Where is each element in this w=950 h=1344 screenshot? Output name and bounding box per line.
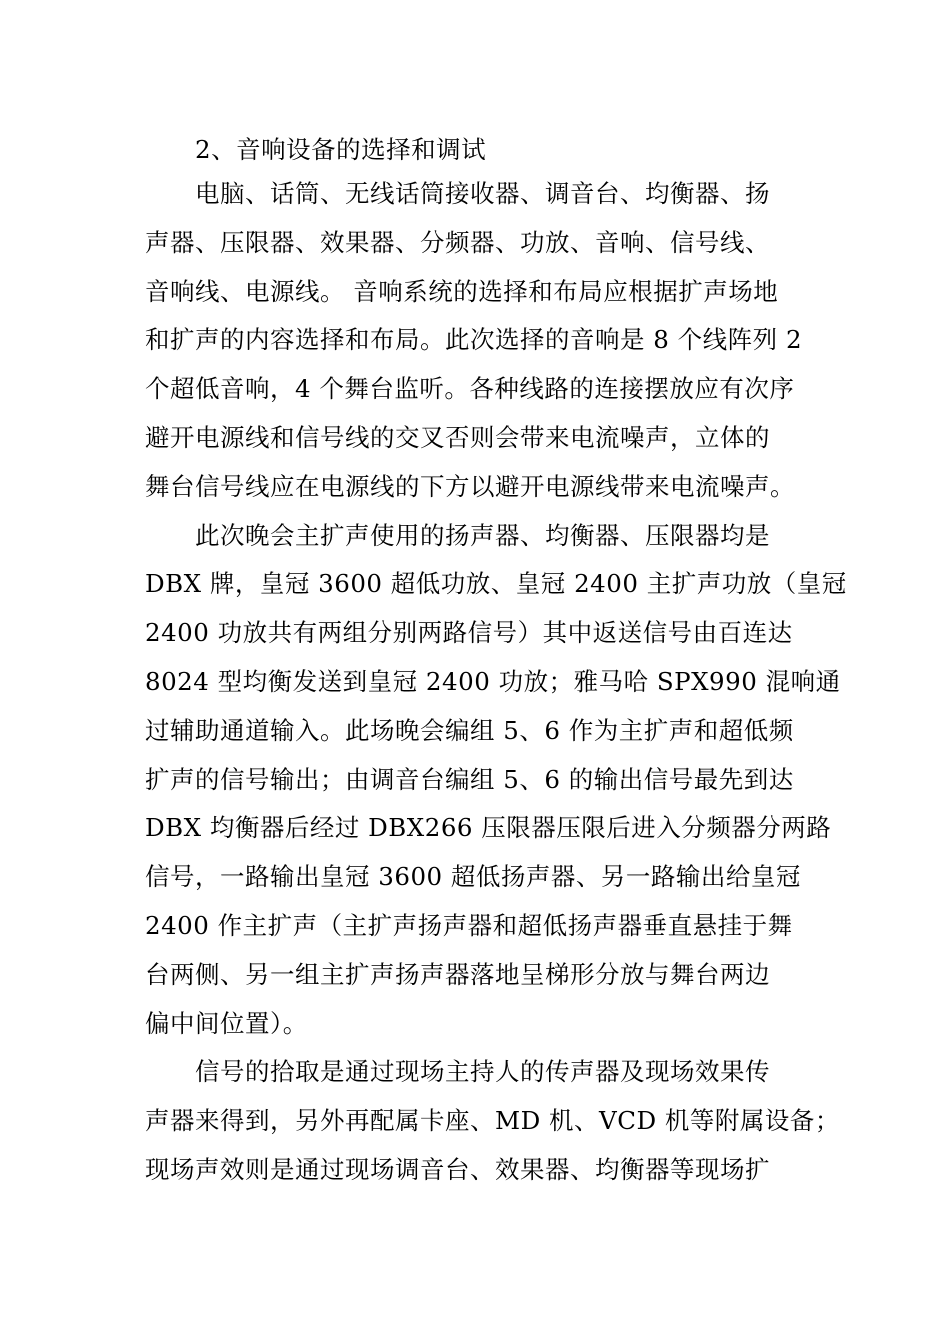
paragraph-equipment-list [145,170,808,512]
paragraph-line: DBX 牌，皇冠 3600 超低功放、皇冠 2400 主扩声功放（皇冠 [145,569,847,599]
paragraph-line: 现场声效则是通过现场调音台、效果器、均衡器等现场扩 [145,1154,770,1184]
paragraph-line: 扩声的信号输出；由调音台编组 5、6 的输出信号最先到达 [145,764,794,794]
paragraph-line: 信号的拾取是通过现场主持人的传声器及现场效果传 [195,1057,770,1087]
paragraph-line: 舞台信号线应在电源线的下方以避开电源线带来电流噪声。 [145,471,795,501]
paragraph-line: 2400 作主扩声（主扩声扬声器和超低扬声器垂直悬挂于舞 [145,910,793,940]
paragraph-line: 和扩声的内容选择和布局。此次选择的音响是 8 个线阵列 2 [145,325,803,355]
paragraph-main-sound [145,512,847,1049]
paragraph-line: DBX 均衡器后经过 DBX266 压限器压限后进入分频器分两路 [145,813,832,843]
paragraph-line: 偏中间位置）。 [145,1008,308,1038]
paragraph-line: 2400 功放共有两组分别两路信号）其中返送信号由百连达 [145,618,793,648]
paragraph-signal-pickup [145,1048,840,1194]
paragraph-line: 声器来得到，另外再配属卡座、MD 机、VCD 机等附属设备； [145,1106,840,1136]
section-heading: 2、音响设备的选择和调试 [195,135,487,164]
paragraph-line: 过辅助通道输入。此场晚会编组 5、6 作为主扩声和超低频 [145,715,794,745]
paragraph-line: 信号，一路输出皇冠 3600 超低扬声器、另一路输出给皇冠 [145,862,801,892]
paragraph-line: 音响线、电源线。 音响系统的选择和布局应根据扩声场地 [145,276,779,306]
paragraph-line: 电脑、话筒、无线话筒接收器、调音台、均衡器、扬 [195,179,770,208]
paragraph-line: 声器、压限器、效果器、分频器、功放、音响、信号线、 [145,227,770,257]
paragraph-line: 8024 型均衡发送到皇冠 2400 功放；雅马哈 SPX990 混响通 [145,666,841,696]
paragraph-line: 避开电源线和信号线的交叉否则会带来电流噪声，立体的 [145,422,770,452]
paragraph-line: 个超低音响，4 个舞台监听。各种线路的连接摆放应有次序 [145,374,795,404]
paragraph-line: 此次晚会主扩声使用的扬声器、均衡器、压限器均是 [195,520,770,550]
paragraph-line: 台两侧、另一组主扩声扬声器落地呈梯形分放与舞台两边 [145,959,770,989]
document-body [145,130,847,1195]
